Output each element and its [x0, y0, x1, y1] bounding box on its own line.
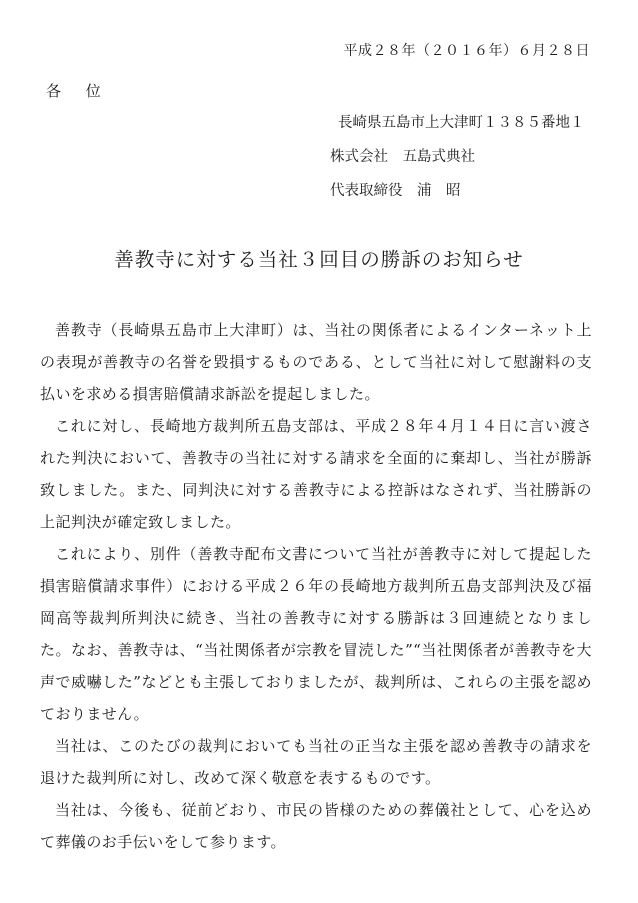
document-body [40, 314, 592, 858]
document-title: 善教寺に対する当社３回目の勝訴のお知らせ [114, 248, 524, 271]
sender-company: 株式会社 五島式典社 [330, 149, 475, 165]
body-paragraph: 当社は、このたびの裁判においても当社の正当な主張を認め善教寺の請求を退けた裁判所に対し、改めて深く敬意を表するものです。 [40, 737, 592, 787]
body-paragraph: 当社は、今後も、従前どおり、市民の皆様のための葬儀社として、心を込めて葬儀のお手伝いをして参ります。 [40, 801, 592, 851]
sender-address: 長崎県五島市上大津町１３８５番地１ [338, 115, 585, 131]
document-date: 平成２８年（２０１６年）６月２８日 [343, 43, 590, 59]
recipient-salutation: 各 位 [46, 82, 111, 100]
sender-block [330, 106, 620, 208]
body-paragraph: これに対し、長崎地方裁判所五島支部は、平成２８年４月１４日に言い渡された判決において、善教寺の当社に対する請求を全面的に棄却し、当社が勝訴致しました。また、同判決に対する善教寺による控訴はなされず、当社勝訴の上記判決が確定致しました。 [40, 417, 592, 531]
body-paragraph: 善教寺（長崎県五島市上大津町）は、当社の関係者によるインターネット上の表現が善教寺の名誉を毀損するものである、として当社に対して慰謝料の支払いを求める損害賠償請求訴訟を提起しました。 [40, 321, 592, 403]
sender-representative: 代表取締役 浦 昭 [330, 183, 461, 199]
body-paragraph: これにより、別件（善教寺配布文書について当社が善教寺に対して提起した損害賠償請求事件）における平成２６年の長崎地方裁判所五島支部判決及び福岡高等裁判所判決に続き、当社の善教寺に対する勝訴は３回連続となりました。なお、善教寺は、“当社関係者が宗教を冒涜した”“当社関係者が善教寺を大声で威嚇した”などとも主張しておりましたが、裁判所は、これらの主張を認めておりません。 [40, 545, 592, 723]
